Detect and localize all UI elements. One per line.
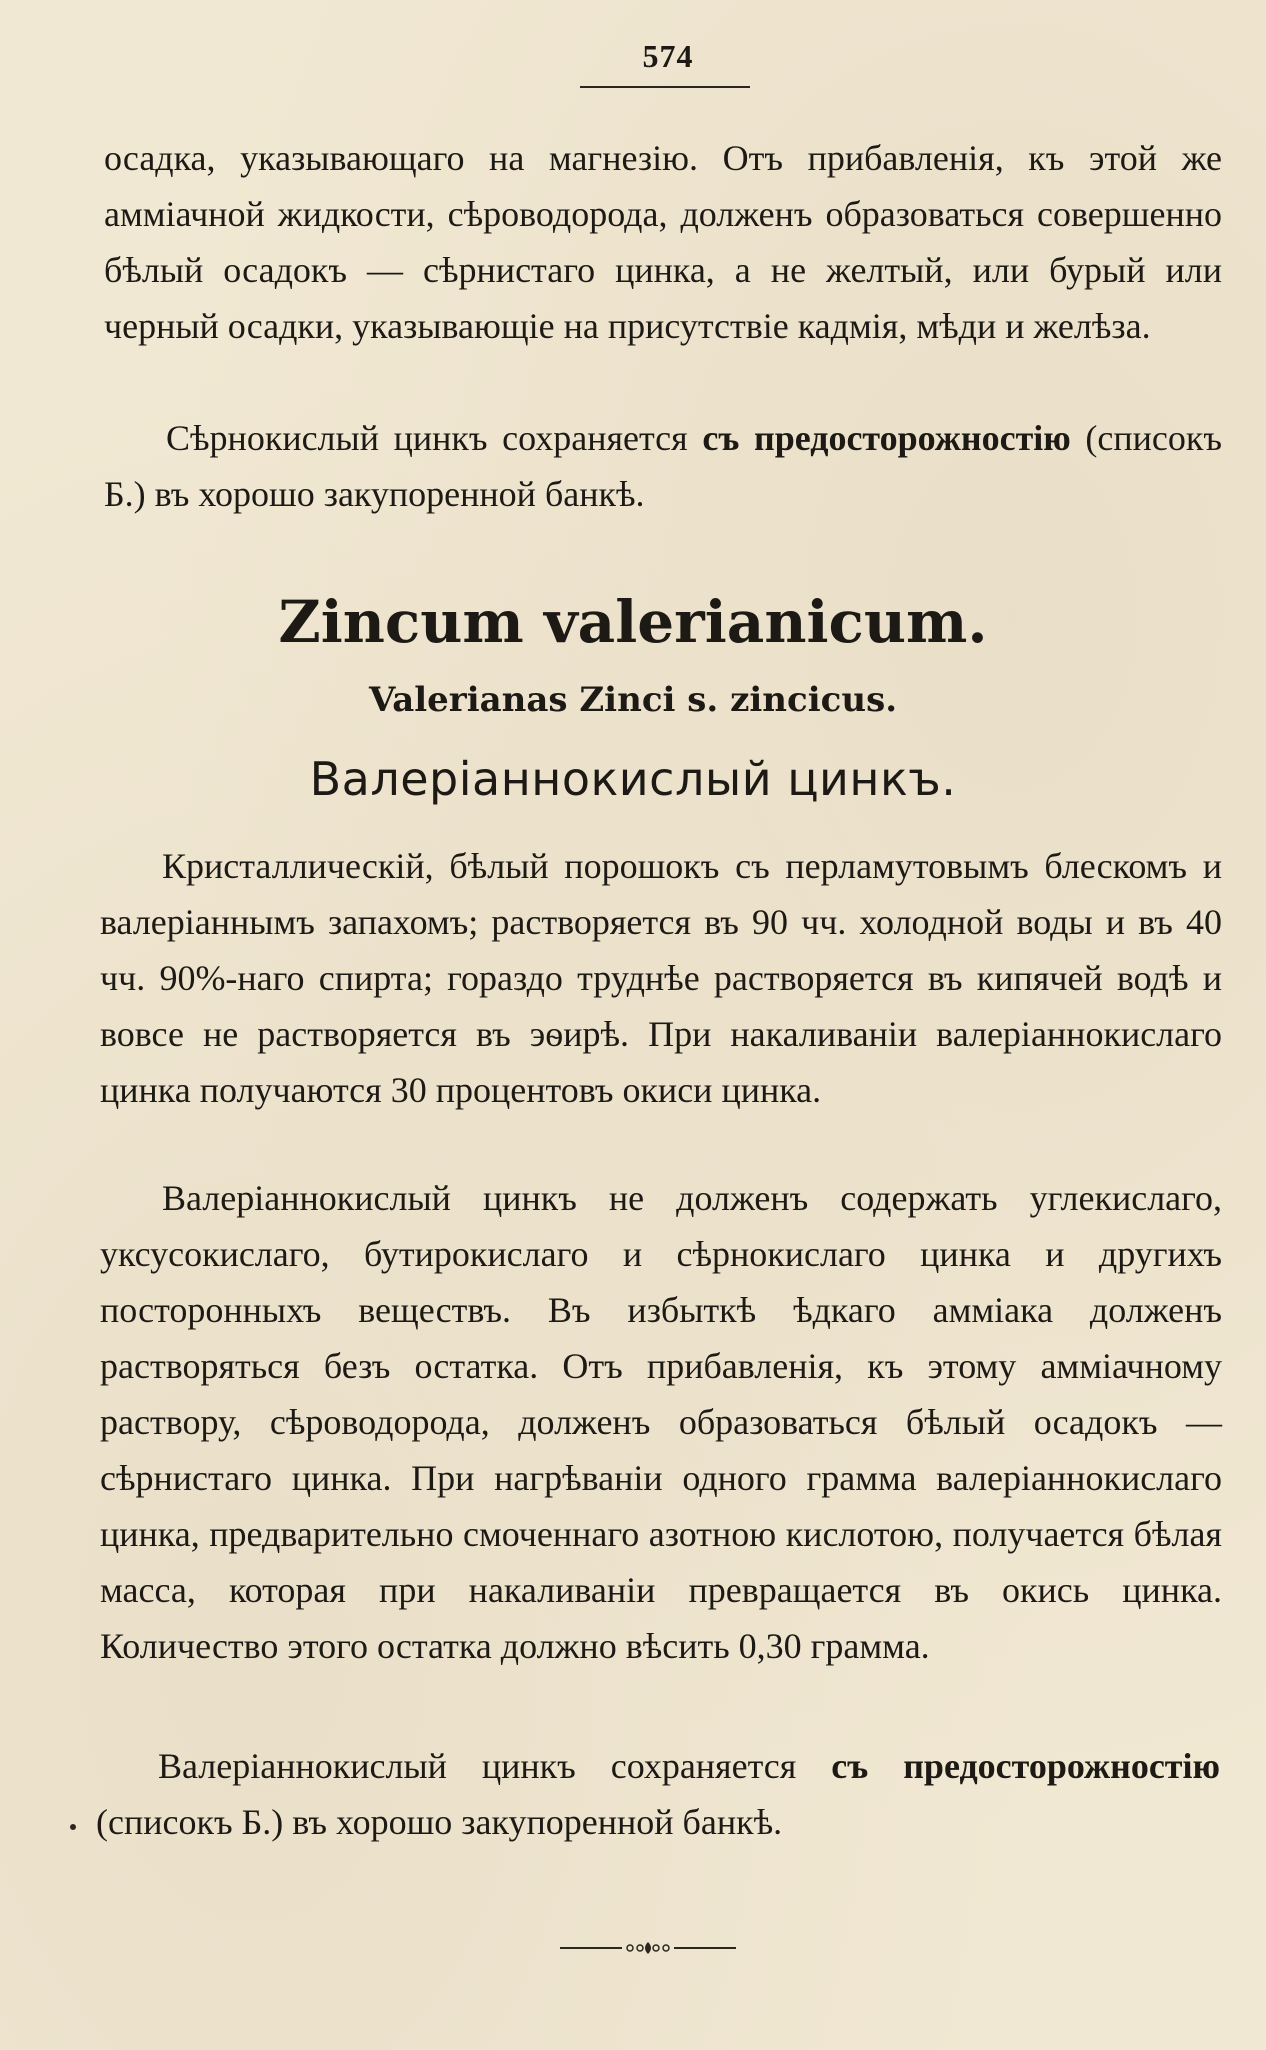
page-number-rule bbox=[580, 86, 750, 88]
paragraph-storage-zinc-valerianate bbox=[96, 1738, 1220, 1850]
storage-text-end: (списокъ Б.) въ хорошо закупоренной банкѣ. bbox=[96, 1802, 783, 1842]
end-ornament bbox=[560, 1936, 736, 1960]
margin-ink-dot bbox=[70, 1824, 76, 1830]
article-title-russian: Валеріаннокислый цинкъ. bbox=[309, 752, 957, 806]
storage-caution-bold: съ предосторожностію bbox=[702, 418, 1071, 458]
storage-text-end: (списокъ Б.) въ хорошо закупоренной банкѣ. bbox=[104, 418, 1222, 514]
paragraph-description: Кристаллическій, бѣлый порошокъ съ перламутовымъ блескомъ и валеріаннымъ запахомъ; растворяется въ 90 чч. холодной воды и въ 40 чч. 90%-наго спирта; гораздо труднѣе растворяется въ кипячей водѣ и вовсе не растворяется въ эѳирѣ. При накаливаніи валеріаннокислаго цинка получаются 30 процентовъ окиси цинка. bbox=[100, 846, 1222, 1110]
storage-text-start: Валеріаннокислый цинкъ сохраняется bbox=[158, 1746, 832, 1786]
page-number: 574 bbox=[642, 38, 694, 74]
paragraph-storage-zinc-sulfate bbox=[104, 410, 1222, 522]
paragraph-continuation: осадка, указывающаго на магнезію. Отъ прибавленія, къ этой же амміачной жидкости, сѣроводорода, долженъ образоваться совершенно бѣлый осадокъ — сѣрнистаго цинка, а не желтый, или бурый или черный осадки, указывающіе на присутствіе кадмія, мѣди и желѣза. bbox=[104, 138, 1222, 346]
article-title-latin: Zincum valerianicum. bbox=[278, 588, 988, 656]
storage-caution-bold: съ предосторожностію bbox=[831, 1746, 1220, 1786]
paragraph-purity-tests: Валеріаннокислый цинкъ не долженъ содержать углекислаго, уксусокислаго, бутирокислаго и сѣрнокислаго цинка и другихъ посторонныхъ веществъ. Въ избыткѣ ѣдкаго амміака долженъ растворяться безъ остатка. Отъ прибавленія, къ этому амміачному раствору, сѣроводорода, долженъ образоваться бѣлый осадокъ — сѣрнистаго цинка. При нагрѣваніи одного грамма валеріаннокислаго цинка, предварительно смоченнаго азотною кислотою, получается бѣлая масса, которая при накаливаніи превращается въ окись цинка. Количество этого остатка должно вѣсить 0,30 грамма. bbox=[100, 1178, 1222, 1666]
storage-text-start: Сѣрнокислый цинкъ сохраняется bbox=[166, 418, 703, 458]
article-subtitle-latin: Valerianas Zinci s. zincicus. bbox=[368, 680, 898, 720]
